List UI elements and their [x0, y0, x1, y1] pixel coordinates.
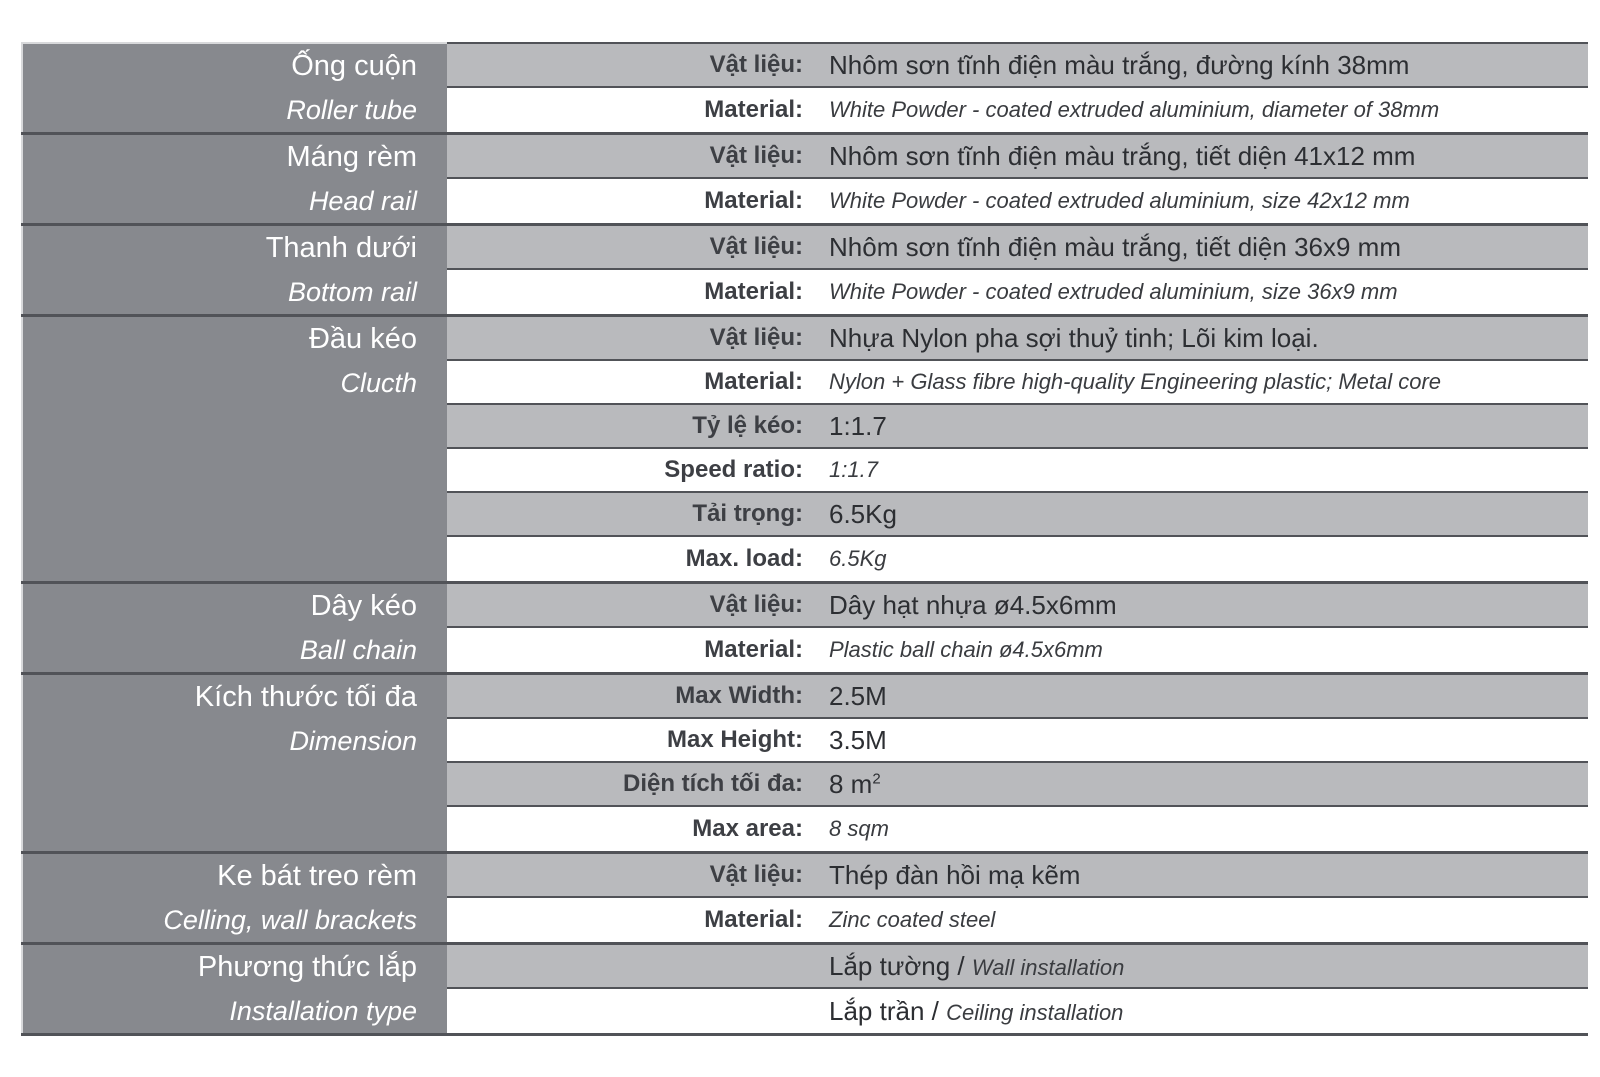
- spec-value: Thép đàn hồi mạ kẽm: [829, 859, 1081, 890]
- install-option-en: Wall installation: [971, 954, 1125, 980]
- category-title-en: Dimension: [289, 726, 417, 756]
- table-row: [447, 763, 1588, 807]
- section-dimension: [21, 675, 1588, 854]
- category-title-vi: Phương thức lắp: [197, 951, 417, 983]
- category-cell: [21, 854, 447, 942]
- spec-value: [803, 769, 881, 800]
- spec-value: Nhôm sơn tĩnh điện màu trắng, tiết diện 36x9 mm: [829, 231, 1401, 262]
- spec-value: White Powder - coated extruded aluminium, size 42x12 mm: [829, 188, 1410, 213]
- spec-value: 6.5Kg: [829, 546, 887, 571]
- category-title-vi: Ống cuộn: [291, 50, 417, 82]
- category-title-en: Bottom rail: [287, 277, 417, 307]
- category-title-en: Roller tube: [286, 95, 417, 125]
- spec-value: 1:1.7: [829, 410, 887, 441]
- category-title-en: Clucth: [340, 368, 417, 398]
- spec-label: Speed ratio:: [664, 456, 803, 483]
- table-row: [447, 361, 1588, 405]
- table-row: [447, 807, 1588, 851]
- spec-value: [803, 996, 1123, 1027]
- section-rows: [447, 584, 1588, 672]
- category-cell: [21, 42, 447, 132]
- spec-value: Nhôm sơn tĩnh điện màu trắng, đường kính 38mm: [829, 49, 1410, 80]
- section-rows: [447, 226, 1588, 314]
- category-title-vi: Máng rèm: [286, 141, 417, 173]
- table-row: [447, 493, 1588, 537]
- spec-label: Material:: [704, 187, 803, 214]
- spec-label: Material:: [704, 278, 803, 305]
- table-row: [447, 88, 1588, 132]
- spec-value: Zinc coated steel: [829, 907, 996, 932]
- table-row: [447, 226, 1588, 270]
- spec-value: Nylon + Glass fibre high-quality Engineering plastic; Metal core: [829, 369, 1442, 394]
- spec-label: Vật liệu:: [709, 324, 803, 351]
- table-row: [447, 44, 1588, 88]
- spec-value: Dây hạt nhựa ø4.5x6mm: [829, 589, 1117, 620]
- table-row: [447, 719, 1588, 763]
- section-rows: [447, 675, 1588, 851]
- spec-value: Nhựa Nylon pha sợi thuỷ tinh; Lõi kim loại.: [829, 322, 1319, 353]
- table-row: [447, 854, 1588, 898]
- section-brackets: [21, 854, 1588, 945]
- spec-label: Tải trọng:: [692, 500, 803, 527]
- install-option-vi: Lắp trần /: [829, 995, 939, 1026]
- spec-value: White Powder - coated extruded aluminium, size 36x9 mm: [829, 279, 1398, 304]
- table-row: [447, 537, 1588, 581]
- spec-label: Vật liệu:: [709, 861, 803, 888]
- table-row: [447, 317, 1588, 361]
- category-cell: [21, 317, 447, 581]
- section-ball-chain: [21, 584, 1588, 675]
- spec-value: Plastic ball chain ø4.5x6mm: [829, 637, 1103, 662]
- section-head-rail: [21, 135, 1588, 226]
- table-row: [447, 584, 1588, 628]
- install-option-vi: Lắp tường /: [829, 950, 965, 981]
- spec-label: Tỷ lệ kéo:: [692, 412, 803, 439]
- table-row: [447, 675, 1588, 719]
- category-cell: [21, 226, 447, 314]
- category-title-en: Celling, wall brackets: [163, 905, 417, 935]
- category-title-en: Installation type: [229, 996, 417, 1026]
- section-installation-type: [21, 945, 1588, 1036]
- spec-label: Material:: [704, 906, 803, 933]
- spec-label: Material:: [704, 96, 803, 123]
- section-rows: [447, 42, 1588, 132]
- spec-label: Max area:: [692, 815, 803, 842]
- spec-value: Nhôm sơn tĩnh điện màu trắng, tiết diện 41x12 mm: [829, 140, 1416, 171]
- spec-value: [803, 951, 1124, 982]
- table-row: [447, 628, 1588, 672]
- spec-value: 2.5M: [829, 680, 887, 711]
- section-rows: [447, 317, 1588, 581]
- category-cell: [21, 584, 447, 672]
- table-row: [447, 898, 1588, 942]
- install-option-en: Ceiling installation: [946, 999, 1124, 1025]
- spec-label: Vật liệu:: [709, 51, 803, 78]
- table-row: [447, 405, 1588, 449]
- superscript: 2: [872, 769, 881, 787]
- table-row: [447, 179, 1588, 223]
- max-area-value: 8 m: [829, 768, 873, 799]
- spec-label: Max Width:: [675, 682, 803, 709]
- category-title-vi: Dây kéo: [310, 590, 417, 622]
- spec-label: Material:: [704, 636, 803, 663]
- section-rows: [447, 945, 1588, 1033]
- spec-value: 3.5M: [829, 724, 887, 755]
- category-title-en: Ball chain: [299, 635, 417, 665]
- table-row: [447, 449, 1588, 493]
- section-clutch: [21, 317, 1588, 584]
- specification-table: [21, 42, 1588, 1036]
- category-cell: [21, 675, 447, 851]
- section-bottom-rail: [21, 226, 1588, 317]
- section-rows: [447, 854, 1588, 942]
- table-row: [447, 135, 1588, 179]
- category-title-vi: Thanh dưới: [265, 232, 417, 264]
- category-title-vi: Ke bát treo rèm: [217, 860, 417, 892]
- spec-label: Vật liệu:: [709, 142, 803, 169]
- spec-value: White Powder - coated extruded aluminium, diameter of 38mm: [829, 97, 1440, 122]
- spec-label: Max Height:: [666, 726, 803, 753]
- spec-label: Diện tích tối đa:: [623, 770, 803, 797]
- table-row: [447, 945, 1588, 989]
- table-row: [447, 989, 1588, 1033]
- spec-value: 6.5Kg: [829, 498, 897, 529]
- section-roller-tube: [21, 42, 1588, 135]
- spec-label: Material:: [704, 368, 803, 395]
- spec-value: 1:1.7: [829, 457, 878, 482]
- table-row: [447, 270, 1588, 314]
- spec-label: Vật liệu:: [709, 591, 803, 618]
- category-cell: [21, 945, 447, 1033]
- spec-value: 8 sqm: [829, 816, 889, 841]
- category-cell: [21, 135, 447, 223]
- spec-label: Vật liệu:: [709, 233, 803, 260]
- category-title-vi: Đầu kéo: [308, 323, 417, 355]
- category-title-vi: Kích thước tối đa: [194, 681, 417, 713]
- category-title-en: Head rail: [308, 186, 417, 216]
- spec-label: Max. load:: [685, 545, 803, 572]
- section-rows: [447, 135, 1588, 223]
